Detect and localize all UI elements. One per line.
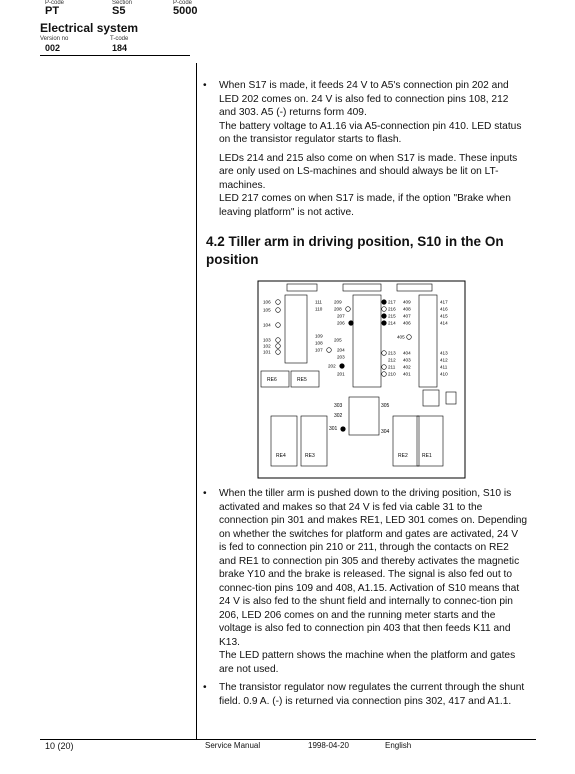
pin-label: 413 bbox=[440, 350, 448, 356]
paragraph: When the tiller arm is pushed down to the driving position, S10 is activated and makes so that 24 V is fed via cable 31 to the connection pin 301 and makes RE1, LED 301 comes on. Depending on whether the switches for platform and gates are activated, 24 V is fed to connection pin 210 or 211, through the contacts on RE2 and RE1 to connection pin 305 and thereby activates the magnetic brake Y10 and the brake is released. The signal is also fed out to connec-tion pins 109 and 408, A1.15. Activation of S10 means that 24 V is also fed to the shunt field and internally to connec-tion pin 206, LED 206 comes on and the running meter starts and the voltage is also fed to connection pin 403 that then feeds K11 and K13. bbox=[219, 488, 528, 648]
circuit-board-diagram bbox=[257, 280, 467, 480]
paragraph: The LED pattern shows the machine when the platform and gates are not used. bbox=[219, 650, 516, 675]
led-off bbox=[276, 338, 281, 343]
pin-label: 404 bbox=[403, 350, 411, 356]
led-off bbox=[276, 344, 281, 349]
led-on bbox=[382, 300, 387, 305]
led-off bbox=[346, 307, 351, 312]
pin-label: 107 bbox=[315, 347, 323, 353]
pin-label: 410 bbox=[440, 371, 448, 377]
bullet-dot-icon: • bbox=[203, 488, 207, 499]
pin-label: 108 bbox=[315, 340, 323, 346]
led-off bbox=[382, 372, 387, 377]
page-number: 10 (20) bbox=[45, 741, 74, 751]
paragraph: When S17 is made, it feeds 24 V to A5's connection pin 202 and LED 202 comes on. 24 V is also fed to connection pins 108, 212 and 303. A5 (-) returns form 409. bbox=[219, 80, 509, 118]
pin-label: 215 bbox=[388, 313, 396, 319]
pin-label: 417 bbox=[440, 299, 448, 305]
pcode-label: P-code bbox=[173, 0, 193, 6]
pin-label: 103 bbox=[263, 337, 271, 343]
pin-label: 101 bbox=[263, 349, 271, 355]
pin-label: 214 bbox=[388, 320, 396, 326]
pin-label: 212 bbox=[388, 357, 396, 363]
led-off bbox=[407, 335, 412, 340]
pin-label: 207 bbox=[337, 313, 345, 319]
top-text-block bbox=[203, 79, 528, 219]
pin-label: 208 bbox=[334, 306, 342, 312]
pin-label: 210 bbox=[388, 371, 396, 377]
pin-label: 110 bbox=[315, 306, 323, 312]
pin-label: 217 bbox=[388, 299, 396, 305]
pin-label: 104 bbox=[263, 322, 271, 328]
footer-language: English bbox=[385, 741, 412, 750]
led-off bbox=[382, 351, 387, 356]
pin-label: 105 bbox=[263, 307, 271, 313]
margin-rule bbox=[196, 63, 197, 740]
relay-label: RE2 bbox=[398, 453, 408, 459]
section-label: Section bbox=[112, 0, 133, 6]
header-rule bbox=[40, 55, 190, 56]
pin-label: 402 bbox=[403, 364, 411, 370]
pin-label: 409 bbox=[403, 299, 411, 305]
version-label: Version no bbox=[40, 36, 69, 42]
led-off bbox=[276, 350, 281, 355]
bullet-dot-icon: • bbox=[203, 80, 207, 91]
paragraph: LEDs 214 and 215 also come on when S17 is made. These inputs are only used on LS-machines and should always be lit on LT-machines. bbox=[219, 152, 518, 191]
led-off bbox=[276, 300, 281, 305]
led-on bbox=[349, 321, 354, 326]
pin-label: 106 bbox=[263, 299, 271, 305]
footer-doc-title: Service Manual bbox=[205, 741, 261, 750]
pin-label: 201 bbox=[337, 371, 345, 377]
product-label: P-code bbox=[45, 0, 65, 6]
pin-label: 209 bbox=[334, 299, 342, 305]
pin-label: 405 bbox=[397, 334, 405, 340]
footer-date: 1998-04-20 bbox=[308, 741, 349, 750]
pin-label: 411 bbox=[440, 364, 448, 370]
pin-label: 203 bbox=[337, 354, 345, 360]
pin-label: 412 bbox=[440, 357, 448, 363]
pin-label: 414 bbox=[440, 320, 448, 326]
bottom-text-block bbox=[203, 487, 528, 708]
led-on bbox=[382, 321, 387, 326]
led-on-301 bbox=[340, 426, 345, 431]
section-value: S5 bbox=[112, 5, 126, 17]
pin-label: 216 bbox=[388, 306, 396, 312]
relay-label: RE6 bbox=[267, 377, 277, 383]
pin-label: 301 bbox=[329, 426, 338, 432]
pin-label: 204 bbox=[337, 347, 345, 353]
relay-label: RE5 bbox=[297, 377, 307, 383]
document-title: Electrical system bbox=[40, 21, 139, 35]
bullet-item bbox=[203, 487, 528, 676]
led-off bbox=[327, 348, 332, 353]
bullet-dot-icon: • bbox=[203, 682, 207, 693]
version-value: 002 bbox=[45, 43, 61, 53]
paragraph: The battery voltage to A1.16 via A5-connection pin 410. LED status on the transistor regulator starts to flash. bbox=[219, 120, 522, 145]
pin-label: 302 bbox=[334, 413, 343, 419]
pin-label: 416 bbox=[440, 306, 448, 312]
tcode-label: T-code bbox=[110, 36, 129, 42]
pin-label: 406 bbox=[403, 320, 411, 326]
pin-label: 403 bbox=[403, 357, 411, 363]
pin-label: 415 bbox=[440, 313, 448, 319]
led-off bbox=[276, 323, 281, 328]
tcode-value: 184 bbox=[112, 43, 128, 53]
pin-label: 407 bbox=[403, 313, 411, 319]
pin-label: 111 bbox=[315, 299, 322, 305]
product-value: PT bbox=[45, 5, 60, 17]
bullet-item bbox=[203, 79, 528, 219]
pin-label: 408 bbox=[403, 306, 411, 312]
pin-label: 102 bbox=[263, 343, 271, 349]
paragraph: The transistor regulator now regulates the current through the shunt field. 0.9 A. (-) is returned via connection pins 302, 417 and A1.1. bbox=[219, 682, 525, 707]
pin-label: 213 bbox=[388, 350, 396, 356]
pin-label: 305 bbox=[381, 403, 390, 409]
pin-label: 304 bbox=[381, 429, 390, 435]
pin-label: 206 bbox=[337, 320, 345, 326]
paragraph: LED 217 comes on when S17 is made, if the option "Brake when leaving platform" is not active. bbox=[219, 193, 511, 218]
led-on bbox=[340, 364, 345, 369]
led-off bbox=[276, 308, 281, 313]
pin-label: 401 bbox=[403, 371, 411, 377]
bullet-item bbox=[203, 681, 528, 708]
led-on bbox=[382, 314, 387, 319]
relay-label: RE3 bbox=[305, 453, 315, 459]
pin-label: 109 bbox=[315, 333, 323, 339]
pin-label: 202 bbox=[328, 363, 336, 369]
pin-label: 205 bbox=[334, 337, 342, 343]
relay-label: RE1 bbox=[422, 453, 432, 459]
led-off bbox=[382, 365, 387, 370]
section-heading: 4.2 Tiller arm in driving position, S10 in the On position bbox=[206, 234, 504, 267]
pin-label: 303 bbox=[334, 403, 343, 409]
footer-rule bbox=[40, 739, 536, 740]
led-off bbox=[382, 307, 387, 312]
pin-label: 211 bbox=[388, 364, 396, 370]
pcode-value: 5000 bbox=[173, 5, 198, 17]
relay-label: RE4 bbox=[276, 453, 286, 459]
